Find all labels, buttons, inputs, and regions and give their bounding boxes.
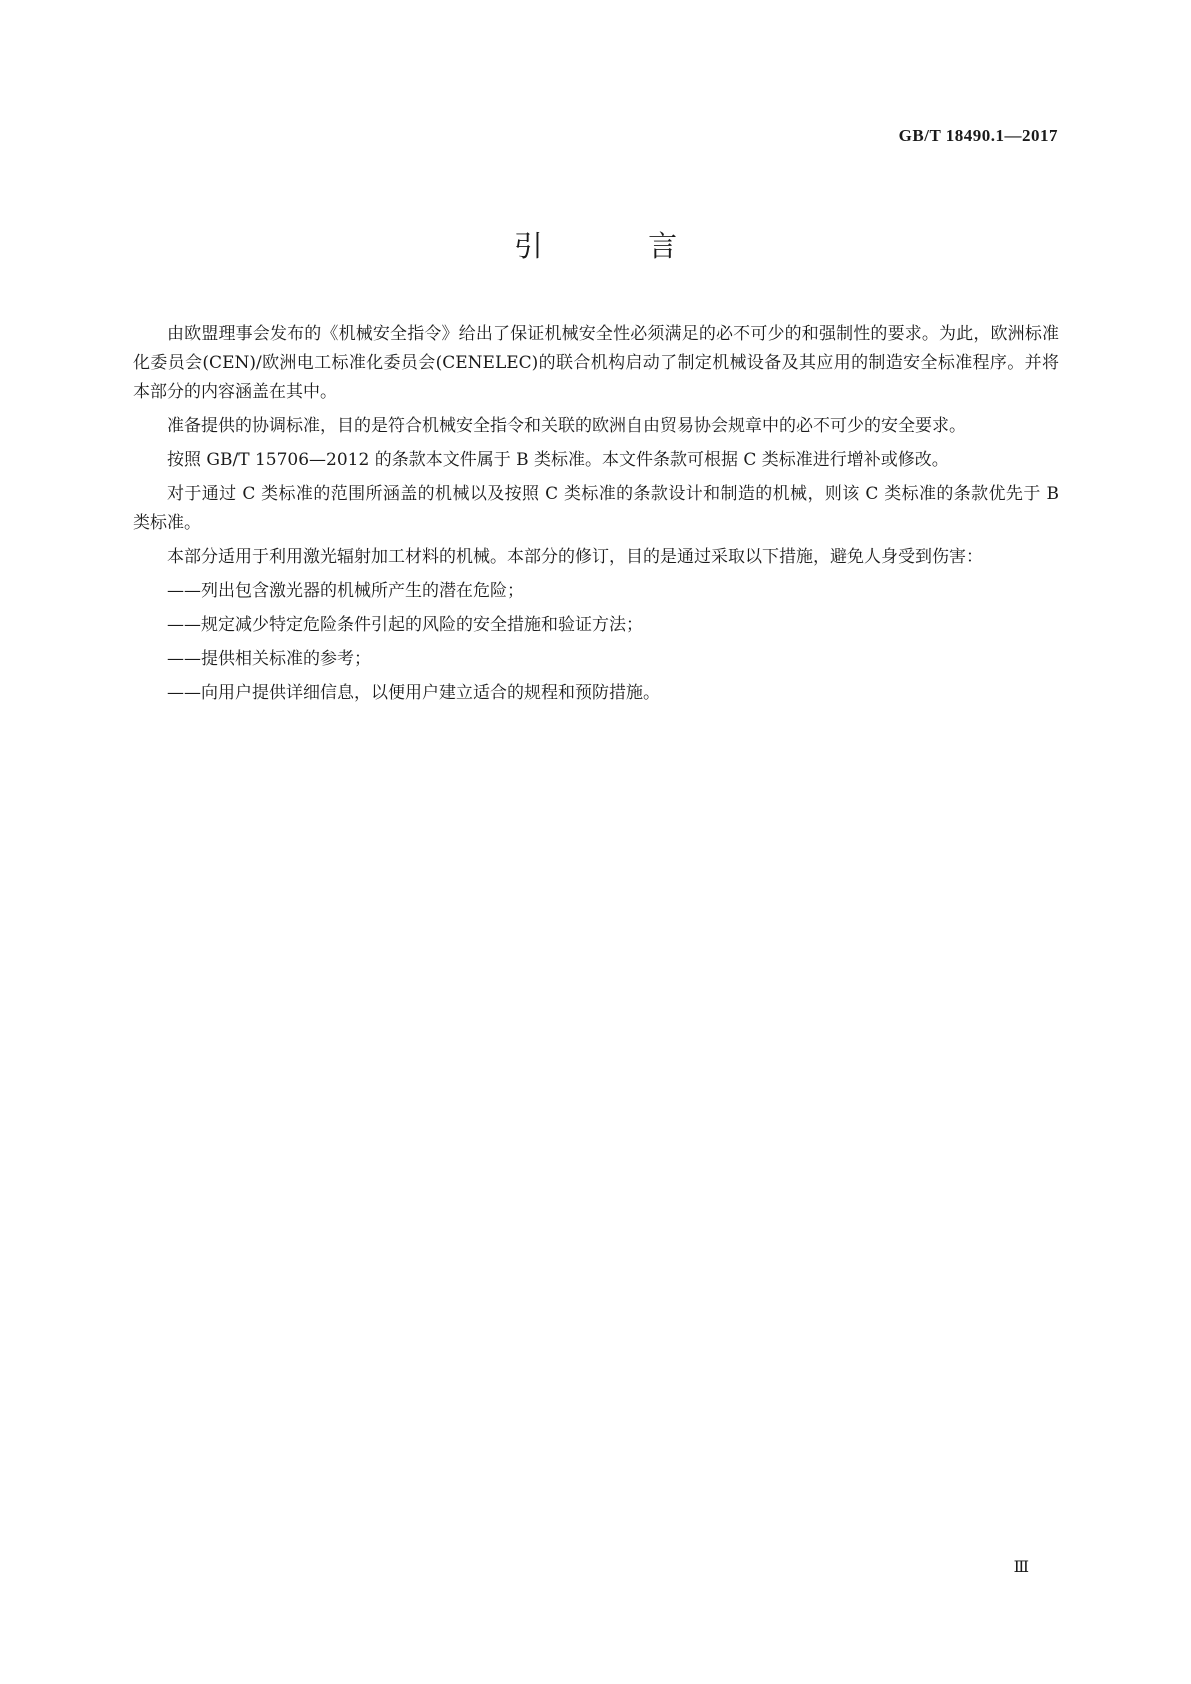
document-body: [133, 320, 1059, 713]
paragraph: 本部分适用于利用激光辐射加工材料的机械。本部分的修订，目的是通过采取以下措施，避免人身受到伤害：: [167, 547, 983, 567]
paragraph: 准备提供的协调标准，目的是符合机械安全指令和关联的欧洲自由贸易协会规章中的必不可少的安全要求。: [167, 416, 966, 436]
list-item: ——列出包含激光器的机械所产生的潜在危险；: [167, 581, 524, 601]
page-title: 引 言: [513, 229, 726, 263]
page-number: Ⅲ: [1013, 1559, 1029, 1576]
list-item: ——提供相关标准的参考；: [167, 649, 371, 669]
paragraph: 由欧盟理事会发布的《机械安全指令》给出了保证机械安全性必须满足的必不可少的和强制性的要求。为此，欧洲标准化委员会(CEN)/欧洲电工标准化委员会(CENELEC)的联合机构启动了制定机械设备及其应用的制造安全标准程序。并将本部分的内容涵盖在其中。: [133, 324, 1059, 402]
standard-number: GB/T 18490.1—2017: [898, 126, 1058, 145]
paragraph: 按照 GB/T 15706—2012 的条款本文件属于 B 类标准。本文件条款可根据 C 类标准进行增补或修改。: [167, 450, 949, 470]
list-item: ——向用户提供详细信息，以便用户建立适合的规程和预防措施。: [167, 683, 660, 703]
list-item: ——规定减少特定危险条件引起的风险的安全措施和验证方法；: [167, 615, 643, 635]
paragraph: 对于通过 C 类标准的范围所涵盖的机械以及按照 C 类标准的条款设计和制造的机械，则该 C 类标准的条款优先于 B 类标准。: [133, 484, 1059, 533]
